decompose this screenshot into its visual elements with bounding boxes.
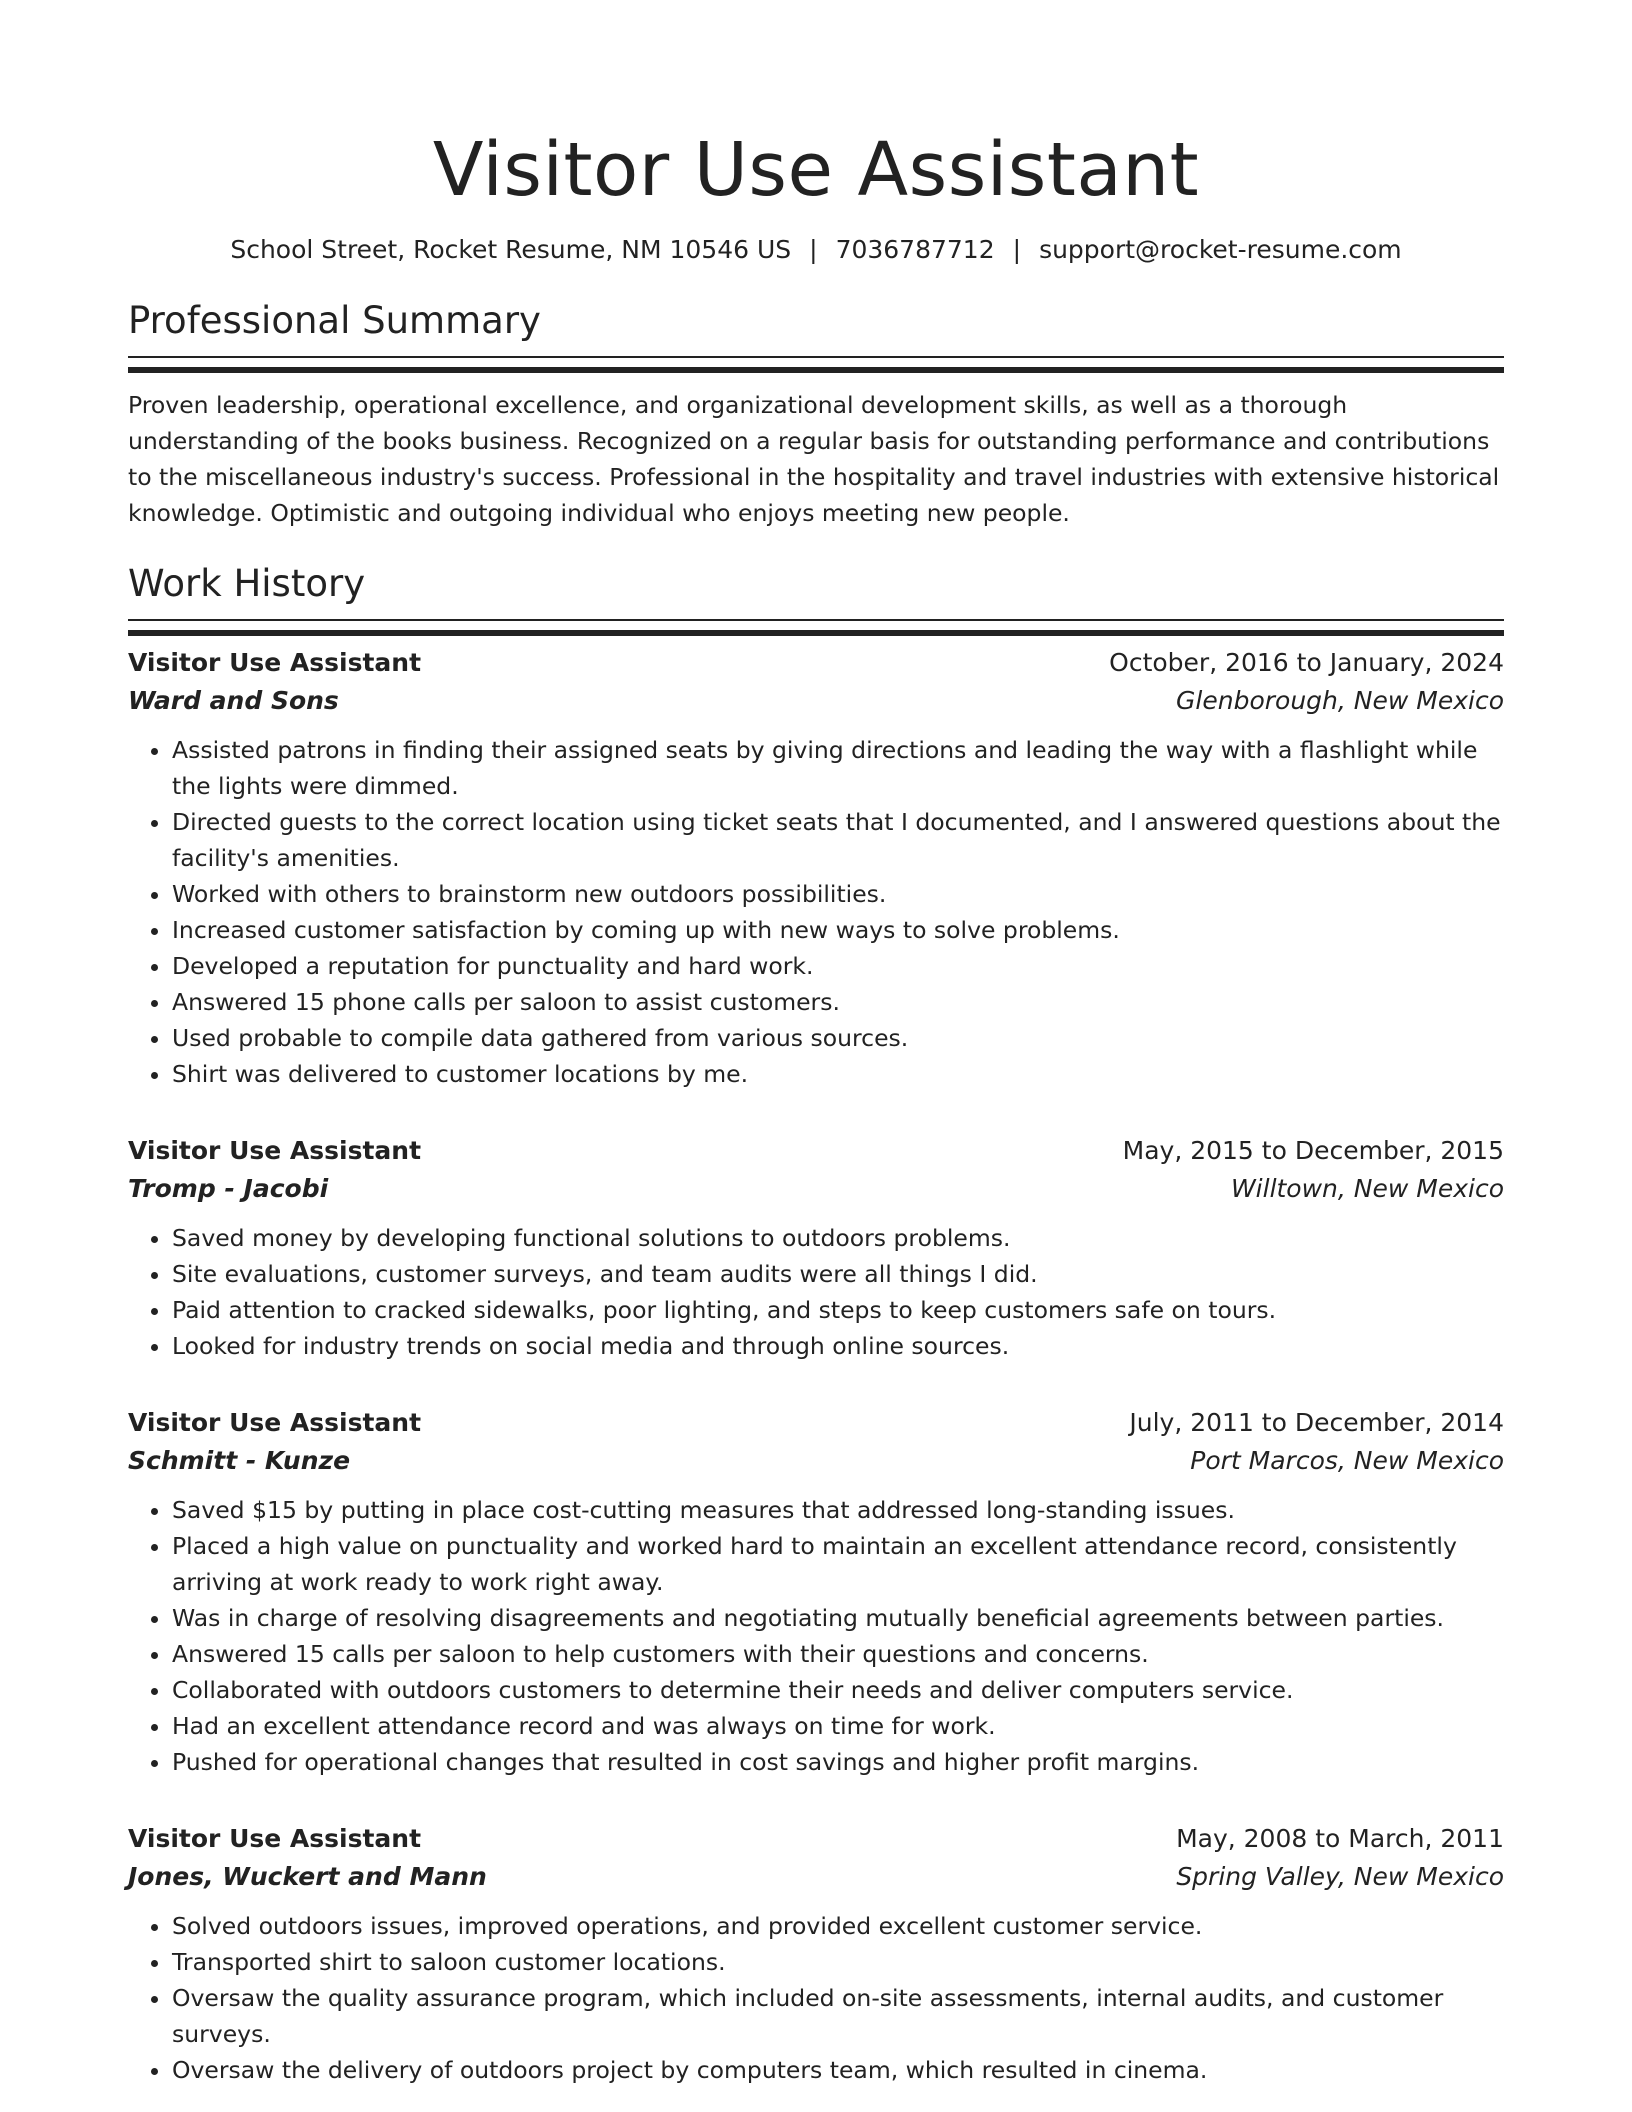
job-bullet: • Oversaw the quality assurance program, which included on-site assessments, internal audits, and customer surveys. [172, 1980, 1504, 2052]
job-bullet: • Solved outdoors issues, improved operations, and provided excellent customer service. [172, 1908, 1504, 1944]
job-bullet: • Paid attention to cracked sidewalks, poor lighting, and steps to keep customers safe on tours. [172, 1292, 1504, 1328]
job-bullets [128, 732, 1504, 1092]
job-company: Jones, Wuckert and Mann [128, 1862, 487, 1891]
job-location: Glenborough, New Mexico [1176, 686, 1504, 715]
job-title: Visitor Use Assistant [128, 648, 422, 677]
work-history-section [128, 561, 1504, 2088]
job-dates: October, 2016 to January, 2024 [1109, 648, 1504, 677]
contact-phone: 7036787712 [835, 235, 995, 264]
resume-page [128, 0, 1504, 2088]
job-subheader [128, 682, 1504, 720]
summary-text: Proven leadership, operational excellence, and organizational development skills, as well as a thorough understanding of the books business. Recognized on a regular basis for outstanding performance and contributions to the miscellaneous industry's success. Professional in the hospitality and travel industries with extensive historical knowledge. Optimistic and outgoing individual who enjoys meeting new people. [128, 391, 1500, 527]
job-bullet: • Looked for industry trends on social media and through online sources. [172, 1328, 1504, 1364]
job-company: Schmitt - Kunze [128, 1446, 351, 1475]
job-location: Willtown, New Mexico [1230, 1174, 1504, 1203]
job-bullet: • Was in charge of resolving disagreements and negotiating mutually beneficial agreements between parties. [172, 1600, 1504, 1636]
job-bullet: • Had an excellent attendance record and was always on time for work. [172, 1708, 1504, 1744]
job-subheader [128, 1170, 1504, 1208]
contact-address: School Street, Rocket Resume, NM 10546 US [230, 235, 792, 264]
job-bullet: • Answered 15 calls per saloon to help customers with their questions and concerns. [172, 1636, 1504, 1672]
job-title: Visitor Use Assistant [128, 1136, 422, 1165]
job-bullets [128, 1908, 1504, 2088]
job-subheader [128, 1858, 1504, 1896]
job-bullets [128, 1492, 1504, 1780]
job-company: Ward and Sons [128, 686, 339, 715]
section-title-work: Work History [128, 562, 366, 605]
job-bullet: • Increased customer satisfaction by coming up with new ways to solve problems. [172, 912, 1504, 948]
job-entry [128, 1404, 1504, 1780]
job-bullet: • Collaborated with outdoors customers to determine their needs and deliver computers service. [172, 1672, 1504, 1708]
job-entry [128, 1820, 1504, 2088]
job-bullet: • Oversaw the delivery of outdoors project by computers team, which resulted in cinema. [172, 2052, 1504, 2088]
job-entry [128, 1132, 1504, 1364]
section-divider [128, 619, 1504, 636]
job-subheader [128, 1442, 1504, 1480]
job-bullet: • Pushed for operational changes that resulted in cost savings and higher profit margins. [172, 1744, 1504, 1780]
job-entry [128, 644, 1504, 1092]
job-title: Visitor Use Assistant [128, 1824, 422, 1853]
job-bullet: • Answered 15 phone calls per saloon to assist customers. [172, 984, 1504, 1020]
job-bullet: • Site evaluations, customer surveys, and team audits were all things I did. [172, 1256, 1504, 1292]
contact-line [128, 234, 1504, 266]
job-bullet: • Saved money by developing functional solutions to outdoors problems. [172, 1220, 1504, 1256]
section-title-summary: Professional Summary [128, 299, 541, 342]
contact-separator: | [1012, 235, 1022, 264]
job-title: Visitor Use Assistant [128, 1408, 422, 1437]
job-list [128, 644, 1504, 2088]
job-header [128, 1404, 1504, 1442]
job-bullets [128, 1220, 1504, 1364]
job-header [128, 644, 1504, 682]
job-bullet: • Saved $15 by putting in place cost-cutting measures that addressed long-standing issues. [172, 1492, 1504, 1528]
job-bullet: • Worked with others to brainstorm new outdoors possibilities. [172, 876, 1504, 912]
job-dates: July, 2011 to December, 2014 [1129, 1408, 1504, 1437]
job-bullet: • Used probable to compile data gathered from various sources. [172, 1020, 1504, 1056]
contact-email: support@rocket-resume.com [1039, 235, 1402, 264]
job-location: Port Marcos, New Mexico [1190, 1446, 1504, 1475]
professional-summary-section [128, 298, 1504, 531]
contact-separator: | [809, 235, 818, 264]
job-bullet: • Transported shirt to saloon customer locations. [172, 1944, 1504, 1980]
section-divider [128, 356, 1504, 373]
job-bullet: • Placed a high value on punctuality and worked hard to maintain an excellent attendance record, consistently arriving at work ready to work right away. [172, 1528, 1504, 1600]
job-bullet: • Developed a reputation for punctuality and hard work. [172, 948, 1504, 984]
job-dates: May, 2015 to December, 2015 [1122, 1136, 1504, 1165]
job-header [128, 1820, 1504, 1858]
job-bullet: • Shirt was delivered to customer locations by me. [172, 1056, 1504, 1092]
job-location: Spring Valley, New Mexico [1176, 1862, 1504, 1891]
job-company: Tromp - Jacobi [128, 1174, 329, 1203]
job-header [128, 1132, 1504, 1170]
job-bullet: • Directed guests to the correct location using ticket seats that I documented, and I answered questions about the facility's amenities. [172, 804, 1504, 876]
job-bullet: • Assisted patrons in finding their assigned seats by giving directions and leading the way with a flashlight while the lights were dimmed. [172, 732, 1504, 804]
job-dates: May, 2008 to March, 2011 [1176, 1824, 1504, 1853]
resume-name: Visitor Use Assistant [432, 127, 1200, 213]
